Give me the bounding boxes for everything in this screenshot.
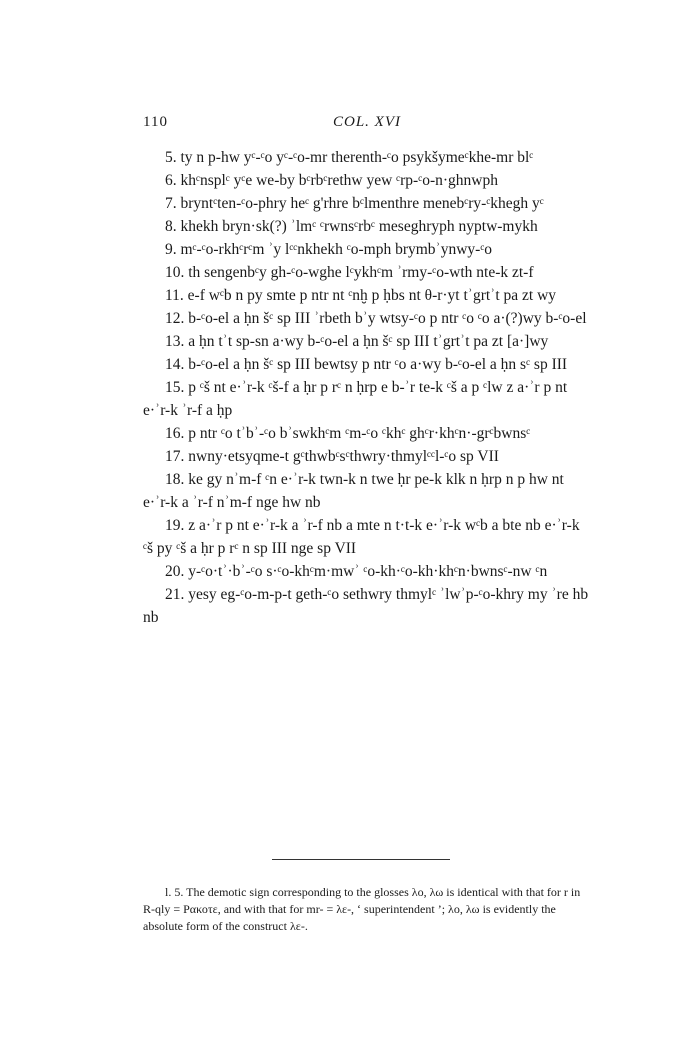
line-19: 19. z a·ʾr p nt e·ʾr-k a ʾr-f nb a mte n t·t-k e·ʾr-k wᶜb a bte nb e·ʾr-k ᶜš py ᶜš a ḥr p rᶜ n sp III nge sp VII [143,517,580,557]
line-17: 17. nwny·etsyqme-t gᶜthwbᶜsᶜthwry·thmylᶜᶜl-ᶜo sp VII [165,448,499,465]
page-number: 110 [143,114,168,130]
line-14: 14. b-ᶜo-el a ḥn šᶜ sp III bewtsy p ntr ᶜo a·wy b-ᶜo-el a ḥn sᶜ sp III [165,356,568,373]
line-8: 8. khekh bryn·sk(?) ʾlmᶜ ᶜrwnsᶜrbᶜ meseghryph nyptw-mykh [165,218,538,235]
page-header [143,114,591,136]
line-5: 5. ty n p-hw yᶜ-ᶜo yᶜ-ᶜo-mr therenth-ᶜo psykšymeᶜkhe-mr blᶜ [165,149,534,166]
footnote: l. 5. The demotic sign corresponding to the glosses λο, λω is identical with that for r in R-qly = Ρακοτε, and with that for mr- = λε-, ‘ superintendent ’; λο, λω is evidently the absolute form of the construct λε-. [143,885,581,933]
line-12: 12. b-ᶜo-el a ḥn šᶜ sp III ʾrbeth bʾy wtsy-ᶜo p ntr ᶜo ᶜo a·(?)wy b-ᶜo-el [165,310,587,327]
line-21: 21. yesy eg-ᶜo-m-p-t geth-ᶜo sethwry thmylᶜ ʾlwʾp-ᶜo-khry my ʾre hb nb [143,586,589,626]
line-7: 7. bryntᶜten-ᶜo-phry heᶜ g'rhre bᶜlmenthre menebᶜry-ᶜkhegh yᶜ [165,195,544,212]
transliteration-body [143,146,591,629]
line-6: 6. khᶜnsplᶜ yᶜe we-by bᶜrbᶜrethw yew ᶜrp-ᶜo-n·ghnwph [165,172,498,189]
running-head: COL. XVI [333,114,401,130]
line-10: 10. th sengenbᶜy gh-ᶜo-wghe lᶜykhᶜm ʾrmy-ᶜo-wth nte-k zt-f [165,264,534,281]
line-15: 15. p ᶜš nt e·ʾr-k ᶜš-f a ḥr p rᶜ n ḥrp e b-ʾr te-k ᶜš a p ᶜlw z a·ʾr p nt e·ʾr-k ʾr-f a ḥp [143,379,568,419]
line-16: 16. p ntr ᶜo tʾbʾ-ᶜo bʾswkhᶜm ᶜm-ᶜo ᶜkhᶜ ghᶜr·khᶜn·-grᶜbwnsᶜ [165,425,531,442]
footnote-divider [272,859,450,860]
line-13: 13. a ḥn tʾt sp-sn a·wy b-ᶜo-el a ḥn šᶜ sp III tʾgrtʾt pa zt [a·]wy [165,333,549,350]
line-9: 9. mᶜ-ᶜo-rkhᶜrᶜm ʾy lᶜᶜnkhekh ᶜo-mph brymbʾynwy-ᶜo [165,241,493,258]
line-11: 11. e-f wᶜb n py smte p ntr nt ᶜnḫ p ḥbs nt θ-r·yt tʾgrtʾt pa zt wy [165,287,557,304]
line-20: 20. y-ᶜo·tʾ·bʾ-ᶜo s·ᶜo-khᶜm·mwʾ ᶜo-kh·ᶜo-kh·khᶜn·bwnsᶜ-nw ᶜn [165,563,548,580]
line-18: 18. ke gy nʾm-f ᶜn e·ʾr-k twn-k n twe ḥr pe-k klk n ḥrp n p hw nt e·ʾr-k a ʾr-f nʾm-f nge hw nb [143,471,564,511]
